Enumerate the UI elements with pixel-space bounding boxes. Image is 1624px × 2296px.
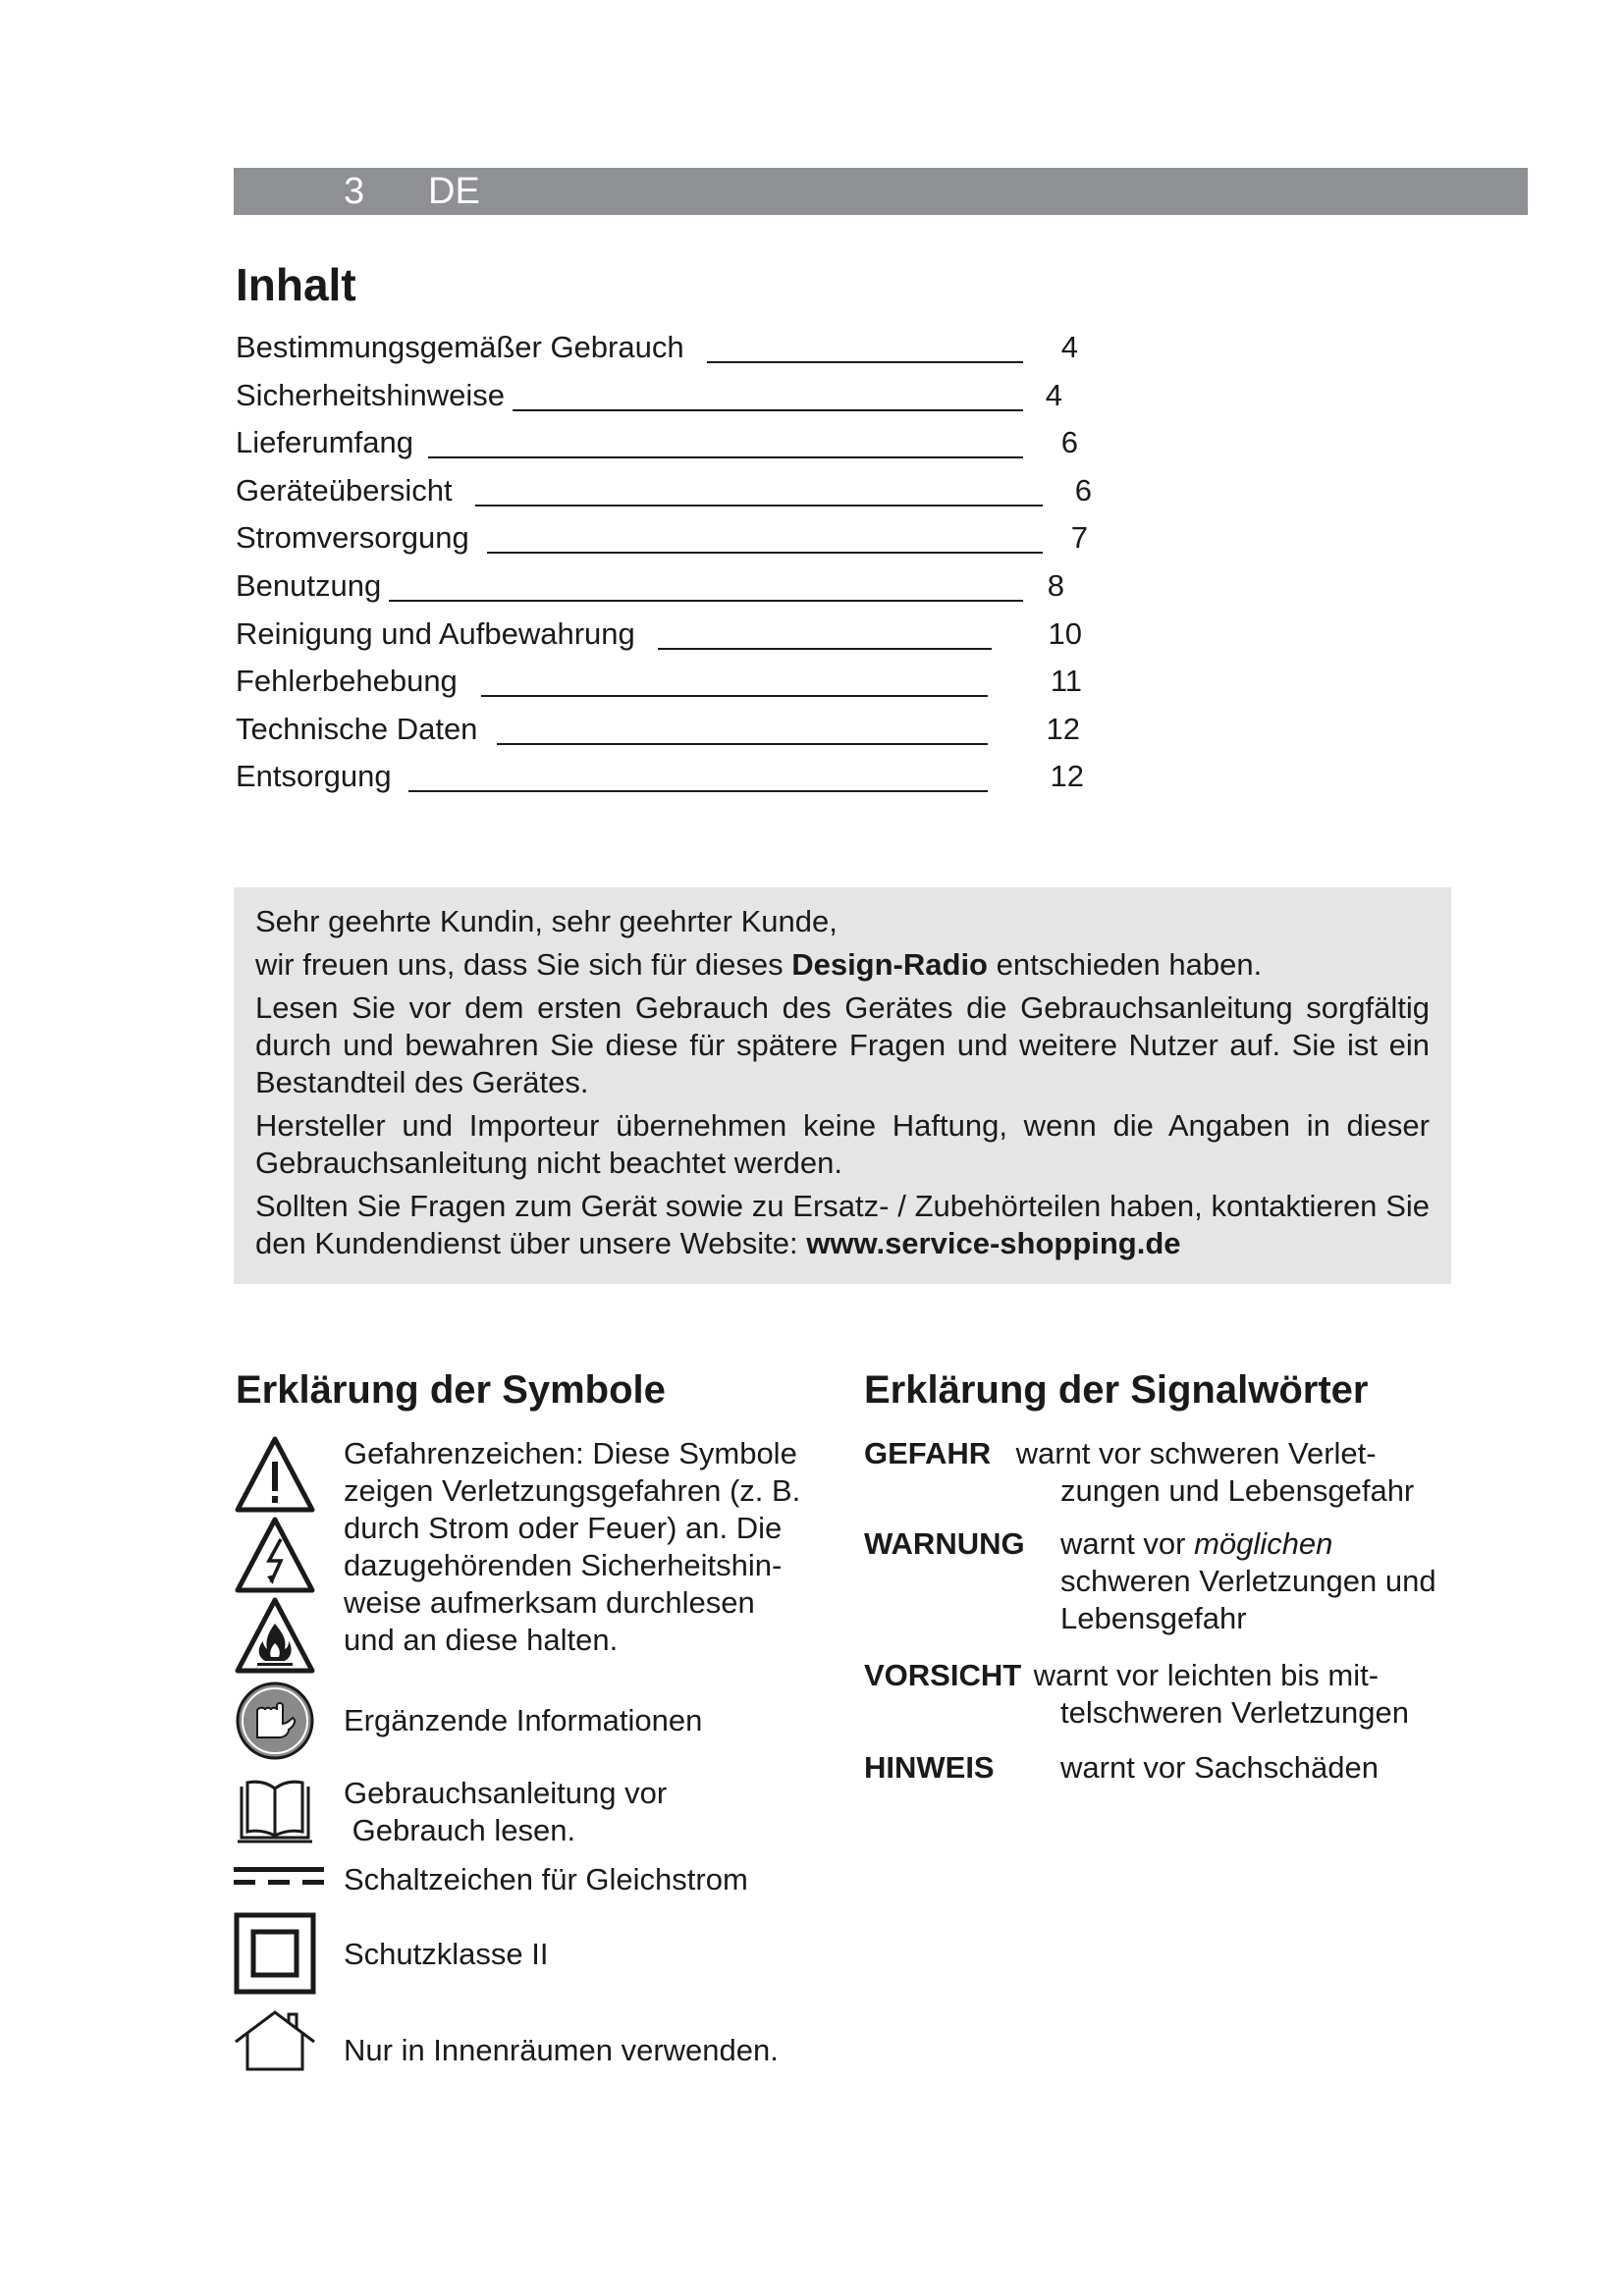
signal-desc-emphasis: möglichen (1194, 1526, 1333, 1561)
toc-entry (236, 324, 1078, 372)
danger-text-line: und an diese halten. (344, 1623, 619, 1657)
protection-class-2-icon (234, 1912, 316, 1995)
language-code: DE (428, 171, 480, 212)
toc-leader-line (658, 648, 992, 650)
intro-paragraph-4 (255, 1188, 1430, 1262)
signal-desc-line: zungen und Lebensgefahr (1060, 1473, 1415, 1508)
manual-symbol-text (344, 1775, 667, 1849)
direct-current-icon (234, 1865, 324, 1889)
toc-entry-title: Reinigung und Aufbewahrung (236, 615, 635, 651)
toc-entry-title: Sicherheitshinweise (236, 377, 505, 412)
danger-text-line: weise aufmerksam durchlesen (344, 1585, 755, 1620)
page-number: 3 (344, 171, 365, 212)
toc-leader-line (707, 361, 1023, 363)
toc-entry-title: Geräteübersicht (236, 472, 453, 507)
intro-greeting: Sehr geehrte Kundin, sehr geehrter Kunde, (255, 904, 838, 938)
signal-description (1060, 1749, 1379, 1787)
toc-entry (236, 658, 1082, 706)
toc-leader-line (389, 600, 1023, 602)
electric-shock-icon (234, 1516, 316, 1594)
signal-word: HINWEIS (864, 1750, 995, 1785)
toc-entry-title: Fehlerbehebung (236, 664, 458, 699)
signal-description (1060, 1525, 1436, 1637)
toc-leader-line (408, 790, 988, 792)
signal-word: GEFAHR (864, 1436, 992, 1470)
service-website: www.service-shopping.de (806, 1226, 1181, 1260)
signal-description-continued (1060, 1472, 1414, 1510)
warning-triangle-icon (234, 1435, 316, 1514)
signal-desc-line: telschweren Verletzungen (1060, 1695, 1410, 1730)
toc-entry-title: Entsorgung (236, 759, 392, 794)
toc-entry (236, 419, 1078, 467)
toc-entry-page: 7 (1070, 520, 1088, 556)
toc-leader-line (428, 456, 1023, 458)
page-header-bar (234, 168, 1528, 215)
danger-text-line: dazugehörenden Sicherheitshin- (344, 1548, 783, 1582)
open-book-icon (234, 1775, 316, 1845)
toc-entry-title: Technische Daten (236, 711, 478, 746)
toc-entry-title: Stromversorgung (236, 520, 469, 556)
toc-entry-page: 12 (1050, 759, 1084, 794)
toc-leader-line (487, 552, 1043, 554)
toc-entry (236, 372, 1062, 420)
danger-text-line: Gefahrenzeichen: Diese Symbole (344, 1436, 797, 1470)
danger-text-line: zeigen Verletzungsgefahren (z. B. (344, 1473, 801, 1508)
intro-text: Sollten Sie Fragen zum Gerät sowie zu Ersatz- / Zubehörteilen haben, kontaktieren Sie den Kundendienst über unsere Website: (255, 1189, 1430, 1260)
toc-entry (236, 467, 1092, 515)
indoor-symbol-text: Nur in Innenräumen verwenden. (344, 2033, 779, 2067)
signal-desc-line: Lebensgefahr (1060, 1601, 1247, 1635)
toc-entry-page: 6 (1060, 425, 1078, 460)
toc-entry-page: 10 (1048, 615, 1082, 651)
manual-text-line: Gebrauchsanleitung vor (344, 1776, 668, 1810)
toc-entry-page: 8 (1047, 567, 1064, 603)
signal-desc-text: warnt vor (1060, 1526, 1195, 1561)
fire-hazard-icon (234, 1596, 316, 1675)
toc-entry (236, 753, 1084, 801)
signal-description-continued (1060, 1694, 1409, 1732)
house-icon (234, 2008, 316, 2073)
toc-entry-page: 12 (1046, 711, 1080, 746)
toc-entry-page: 4 (1060, 330, 1078, 364)
toc-entry-title: Bestimmungsgemäßer Gebrauch (236, 330, 684, 364)
toc-entry-title: Lieferumfang (236, 425, 413, 460)
info-symbol-text: Ergänzende Informationen (344, 1703, 703, 1737)
signal-word: WARNUNG (864, 1526, 1025, 1561)
intro-paragraph-3: Hersteller und Importeur übernehmen keine Haftung, wenn die Angaben in dieser Gebrauchsanleitung nicht beachtet werden. (255, 1108, 1430, 1180)
signal-word: VORSICHT (864, 1658, 1022, 1692)
toc-title: Inhalt (236, 259, 356, 310)
signal-desc-line: warnt vor Sachschäden (1060, 1750, 1379, 1785)
toc-leader-line (481, 695, 988, 697)
toc-leader-line (513, 409, 1023, 411)
table-of-contents (236, 324, 1092, 801)
toc-entry-page: 4 (1045, 377, 1062, 412)
signal-desc-line: warnt vor leichten bis mit- (1025, 1658, 1380, 1692)
intro-text: entschieden haben. (988, 947, 1263, 982)
intro-paragraph-2: Lesen Sie vor dem ersten Gebrauch des Gerätes die Gebrauchsanleitung sorgfältig durch und bewahren Sie diese für spätere Fragen und weitere Nutzer auf. Sie ist ein Bestandteil des Gerätes. (255, 990, 1430, 1099)
class2-symbol-text: Schutzklasse II (344, 1937, 549, 1971)
dc-symbol-text: Schaltzeichen für Gleichstrom (344, 1862, 748, 1896)
toc-leader-line (497, 743, 988, 745)
signal-desc-line (1060, 1525, 1436, 1563)
toc-entry-title: Benutzung (236, 567, 382, 603)
toc-entry (236, 562, 1064, 611)
intro-box (234, 887, 1451, 1284)
product-name: Design-Radio (791, 947, 988, 982)
toc-leader-line (475, 505, 1043, 507)
toc-entry-page: 6 (1074, 472, 1092, 507)
signal-desc-line: warnt vor schweren Verlet- (1007, 1436, 1377, 1470)
toc-entry (236, 706, 1080, 754)
intro-paragraph-1 (255, 946, 1430, 984)
danger-text-line: durch Strom oder Feuer) an. Die (344, 1511, 783, 1545)
toc-entry-page: 11 (1050, 664, 1082, 699)
signal-desc-line: schweren Verletzungen und (1060, 1564, 1436, 1598)
signal-description (1007, 1435, 1377, 1472)
toc-entry (236, 514, 1088, 562)
danger-symbols-text (344, 1435, 800, 1659)
symbols-title: Erklärung der Symbole (236, 1368, 666, 1412)
toc-entry (236, 611, 1082, 659)
intro-text: wir freuen uns, dass Sie sich für dieses (255, 947, 792, 982)
manual-text-line: Gebrauch lesen. (344, 1813, 576, 1847)
signal-words-title: Erklärung der Signalwörter (864, 1368, 1369, 1412)
signal-description (1025, 1657, 1379, 1694)
hand-info-icon (234, 1681, 316, 1761)
